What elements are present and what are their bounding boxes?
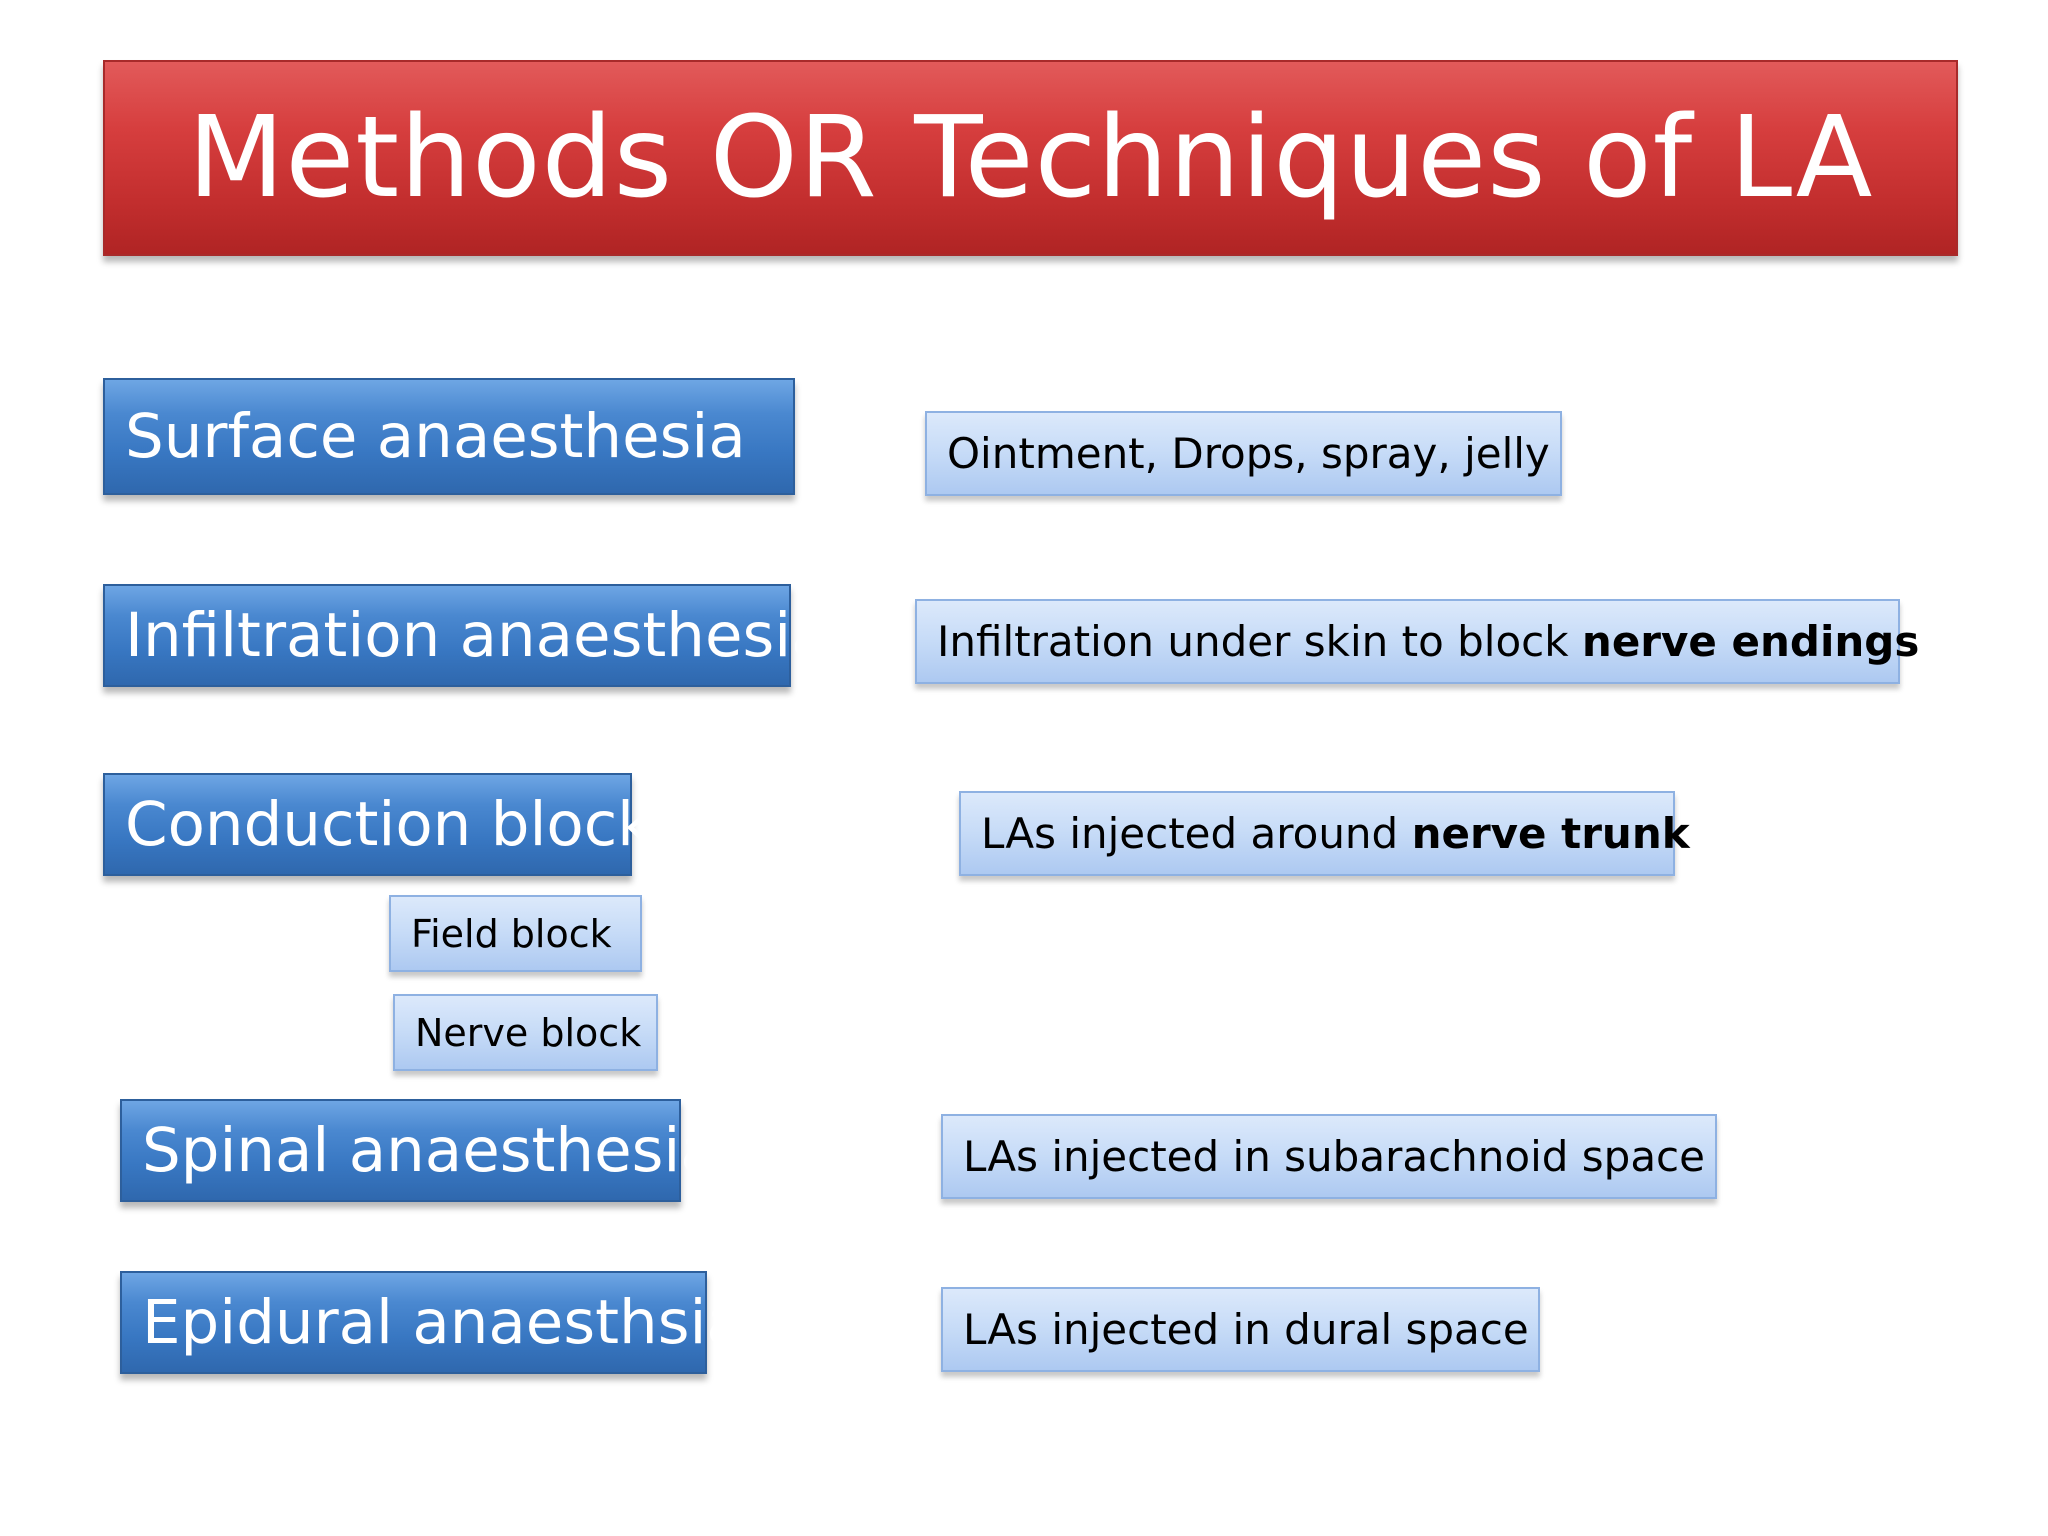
sub-block-label: Field block [411,911,612,956]
method-label: Infiltration anaesthesia [125,600,829,671]
method-infiltration-anaesthesia [103,584,829,687]
description-emphasis: nerve trunk [1411,808,1690,858]
description-text: LAs injected around nerve trunk [981,808,1690,858]
method-label: Conduction block [125,789,653,860]
description-text: Ointment, Drops, spray, jelly [947,428,1550,478]
method-label: Surface anaesthesia [125,401,746,472]
method-label: Epidural anaesthsia [142,1287,744,1358]
description-spinal [941,1114,1717,1199]
method-surface-anaesthesia [103,378,795,495]
description-conduction [959,791,1690,876]
method-spinal-anaesthesia [120,1099,718,1202]
slide-title: Methods OR Techniques of LA [187,93,1874,223]
description-text: Infiltration under skin to block nerve endings [937,616,1920,666]
method-epidural-anaesthsia [120,1271,744,1374]
method-label: Spinal anaesthesia [142,1115,718,1186]
description-text: LAs injected in subarachnoid space [963,1131,1705,1181]
method-conduction-block [103,773,653,876]
description-emphasis: nerve endings [1581,616,1920,666]
sub-block-label: Nerve block [415,1010,642,1055]
title-banner [103,60,1958,256]
description-infiltration [915,599,1920,684]
description-surface [925,411,1562,496]
sub-block-field-block [389,895,642,972]
description-epidural [941,1287,1540,1372]
sub-block-nerve-block [393,994,658,1071]
description-text: LAs injected in dural space [963,1304,1529,1354]
